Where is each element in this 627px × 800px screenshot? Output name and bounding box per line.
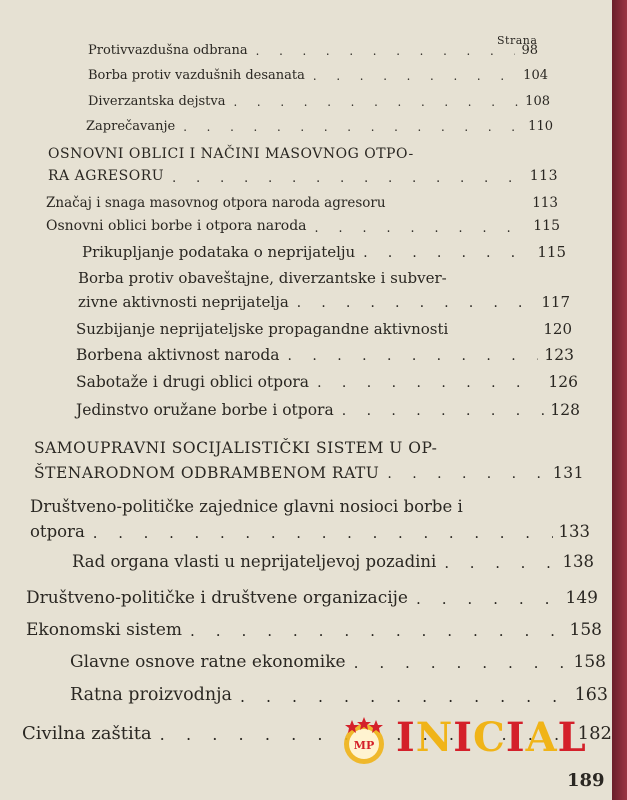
toc-entry-title: Prikupljanje podataka o neprijatelju	[82, 243, 356, 261]
toc-entry	[26, 621, 602, 640]
toc-entry-title: Diverzantska dejstva	[88, 94, 226, 109]
toc-entry-title: Društveno-političke i društvene organizacije	[26, 588, 408, 608]
toc-entry	[76, 347, 574, 364]
leader-dots	[444, 555, 556, 571]
toc-entry-title: Glavne osnove ratne ekonomike	[70, 652, 346, 672]
toc-entry-page: 115	[533, 218, 560, 234]
toc-entry	[76, 321, 572, 338]
toc-entry	[26, 589, 598, 608]
toc-entry-title: otpora	[30, 522, 85, 541]
toc-entry	[46, 219, 560, 234]
toc-entry	[78, 294, 570, 311]
chapter-heading-line1: OSNOVNI OBLICI I NAČINI MASOVNOG OTPO-	[48, 146, 414, 162]
leader-dots	[315, 221, 528, 235]
page-column-label: Strana	[497, 34, 538, 47]
leader-dots	[387, 467, 547, 482]
toc-entry-title: Borba protiv vazdušnih desanata	[88, 68, 305, 83]
toc-entry	[82, 244, 566, 261]
toc-entry-title: zivne aktivnosti neprijatelja	[78, 293, 289, 311]
toc-entry-page: 110	[528, 119, 553, 134]
watermark-logo	[338, 712, 610, 772]
toc-entry-title: Civilna zaštita	[22, 723, 152, 744]
toc-entry	[88, 95, 550, 109]
leader-dots	[288, 349, 539, 364]
toc-entry-title: ŠTENARODNOM ODBRAMBENOM RATU	[34, 464, 380, 482]
toc-entry-title: Osnovni oblici borbe i otpora naroda	[46, 218, 307, 234]
emblem-icon	[338, 716, 390, 768]
chapter-heading	[34, 465, 584, 482]
leader-dots	[172, 171, 524, 185]
cover-edge	[612, 0, 627, 800]
toc-entry-line1: Društveno-političke zajednice glavni nosioci borbe i	[30, 497, 463, 516]
toc-entry-title: Jedinstvo oružane borbe i otpora	[76, 401, 334, 419]
leader-dots	[190, 623, 564, 640]
toc-entry	[72, 553, 594, 571]
leader-dots	[256, 45, 516, 58]
toc-entry-page: 113	[529, 168, 558, 184]
leader-dots	[354, 655, 568, 672]
toc-entry-title: Sabotaže i drugi oblici otpora	[76, 373, 310, 391]
toc-entry-title: Značaj i snaga masovnog otpora naroda agresoru	[46, 195, 386, 211]
watermark-brand: INICIAL	[396, 714, 587, 761]
toc-entry-page: 98	[521, 43, 538, 58]
toc-entry	[76, 374, 578, 391]
leader-dots	[93, 525, 553, 541]
leader-dots	[183, 121, 522, 134]
emblem-text: MP	[353, 739, 375, 752]
toc-entry	[86, 120, 553, 134]
page-number: 189	[567, 770, 605, 791]
toc-entry-title: Borbena aktivnost naroda	[76, 346, 280, 364]
toc-entry-page: 138	[562, 552, 594, 571]
leader-dots	[234, 96, 520, 109]
chapter-heading-line1: SAMOUPRAVNI SOCIJALISTIČKI SISTEM U OP-	[34, 439, 438, 457]
leader-dots	[313, 70, 517, 83]
toc-entry-title: Suzbijanje neprijateljske propagandne aktivnosti	[76, 320, 449, 338]
leader-dots	[317, 376, 542, 391]
toc-entry-page: 158	[569, 620, 602, 640]
toc-entry-page: 104	[523, 68, 548, 83]
toc-entry-page: 108	[525, 94, 550, 109]
toc-entry-page: 133	[558, 522, 590, 541]
toc-entry	[76, 402, 580, 419]
toc-entry-page: 113	[532, 195, 558, 211]
toc-entry-page: 128	[550, 401, 580, 419]
toc-entry	[88, 69, 548, 83]
toc-entry-line1: Borba protiv obaveštajne, diverzantske i subver-	[78, 269, 447, 287]
toc-entry	[30, 523, 590, 541]
leader-dots	[416, 591, 560, 608]
toc-entry-page: 126	[548, 373, 578, 391]
toc-entry-page: 182	[577, 723, 612, 744]
toc-entry-page: 115	[537, 243, 566, 261]
toc-entry-page: 163	[574, 685, 608, 705]
toc-entry-title: Ekonomski sistem	[26, 620, 183, 640]
toc-entry	[70, 686, 608, 705]
toc-entry	[88, 44, 538, 58]
leader-dots	[297, 296, 536, 311]
leader-dots	[240, 688, 569, 705]
toc-entry-page: 149	[565, 588, 598, 608]
leader-dots	[363, 246, 531, 261]
leader-dots	[342, 404, 545, 419]
toc-entry-title: Rad organa vlasti u neprijateljevoj pozadini	[72, 552, 437, 571]
toc-entry-page: 120	[543, 320, 572, 338]
chapter-heading	[48, 169, 558, 184]
toc-entry-title: Protivvazdušna odbrana	[88, 43, 248, 58]
toc-entry-page: 123	[544, 346, 574, 364]
toc-entry-page: 117	[541, 293, 570, 311]
toc-entry-title: Ratna proizvodnja	[70, 685, 232, 705]
toc-entry-page: 158	[573, 652, 606, 672]
toc-entry-page: 131	[552, 464, 584, 482]
toc-entry-title: RA AGRESORU	[48, 168, 165, 184]
toc-entry	[46, 196, 558, 211]
toc-entry	[70, 653, 606, 672]
toc-entry-title: Zaprečavanje	[86, 119, 176, 134]
